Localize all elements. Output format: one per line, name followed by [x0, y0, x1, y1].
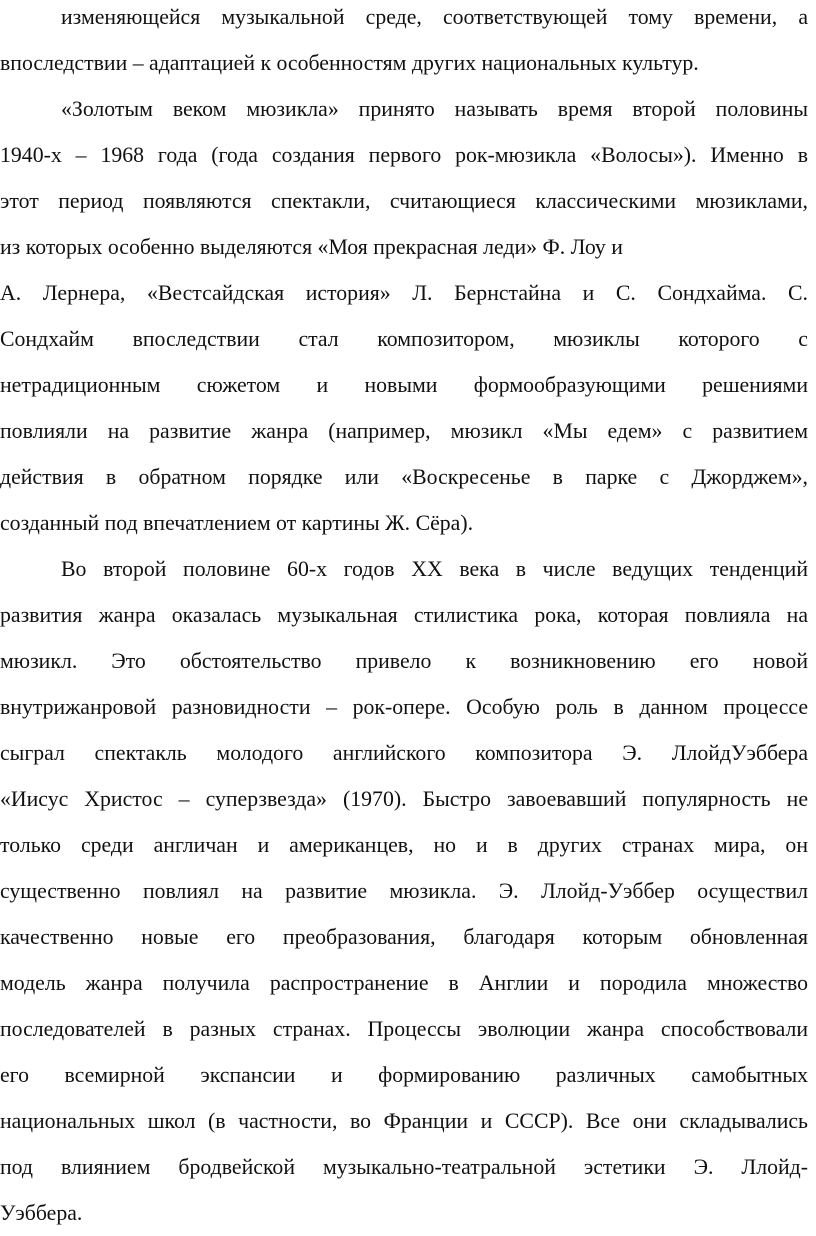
text-line: изменяющейся музыкальной среде, соответствующей тому времени, а: [61, 5, 808, 29]
text-line: из которых особенно выделяются «Моя прекрасная леди» Ф. Лоу и: [0, 235, 623, 259]
text-line: впоследствии – адаптацией к особенностям других национальных культур.: [0, 51, 699, 75]
text-line: под влиянием бродвейской музыкально-театральной эстетики Э. Ллойд-: [0, 1155, 808, 1179]
text-line: «Золотым веком мюзикла» принято называть время второй половины: [61, 97, 808, 121]
text-line: Сондхайм впоследствии стал композитором, мюзиклы которого с: [0, 327, 808, 351]
text-line: Уэббера.: [0, 1201, 83, 1225]
text-line: «Иисус Христос – суперзвезда» (1970). Быстро завоевавший популярность не: [0, 787, 808, 811]
text-line: нетрадиционным сюжетом и новыми формообразующими решениями: [0, 373, 808, 397]
text-line: внутрижанровой разновидности – рок-опере. Особую роль в данном процессе: [0, 695, 808, 719]
text-line: А. Лернера, «Вестсайдская история» Л. Бернстайна и С. Сондхайма. С.: [0, 281, 808, 305]
text-line: развития жанра оказалась музыкальная стилистика рока, которая повлияла на: [0, 603, 808, 627]
text-line: качественно новые его преобразования, благодаря которым обновленная: [0, 925, 808, 949]
text-line: модель жанра получила распространение в Англии и породила множество: [0, 971, 808, 995]
text-line: существенно повлиял на развитие мюзикла. Э. Ллойд-Уэббер осуществил: [0, 879, 808, 903]
text-line: 1940-х – 1968 года (года создания первого рок-мюзикла «Волосы»). Именно в: [0, 143, 808, 167]
text-line: повлияли на развитие жанра (например, мюзикл «Мы едем» с развитием: [0, 419, 808, 443]
text-line: Во второй половине 60-х годов XX века в числе ведущих тенденций: [61, 557, 808, 581]
text-line: этот период появляются спектакли, считающиеся классическими мюзиклами,: [0, 189, 808, 213]
text-line: его всемирной экспансии и формированию различных самобытных: [0, 1063, 808, 1087]
text-line: сыграл спектакль молодого английского композитора Э. ЛлойдУэббера: [0, 741, 808, 765]
text-line: национальных школ (в частности, во Франции и СССР). Все они складывались: [0, 1109, 808, 1133]
text-line: мюзикл. Это обстоятельство привело к возникновению его новой: [0, 649, 808, 673]
text-line: только среди англичан и американцев, но и в других странах мира, он: [0, 833, 808, 857]
text-line: действия в обратном порядке или «Воскресенье в парке с Джорджем»,: [0, 465, 808, 489]
text-line: созданный под впечатлением от картины Ж. Сёра).: [0, 511, 474, 535]
text-line: последователей в разных странах. Процессы эволюции жанра способствовали: [0, 1017, 808, 1041]
